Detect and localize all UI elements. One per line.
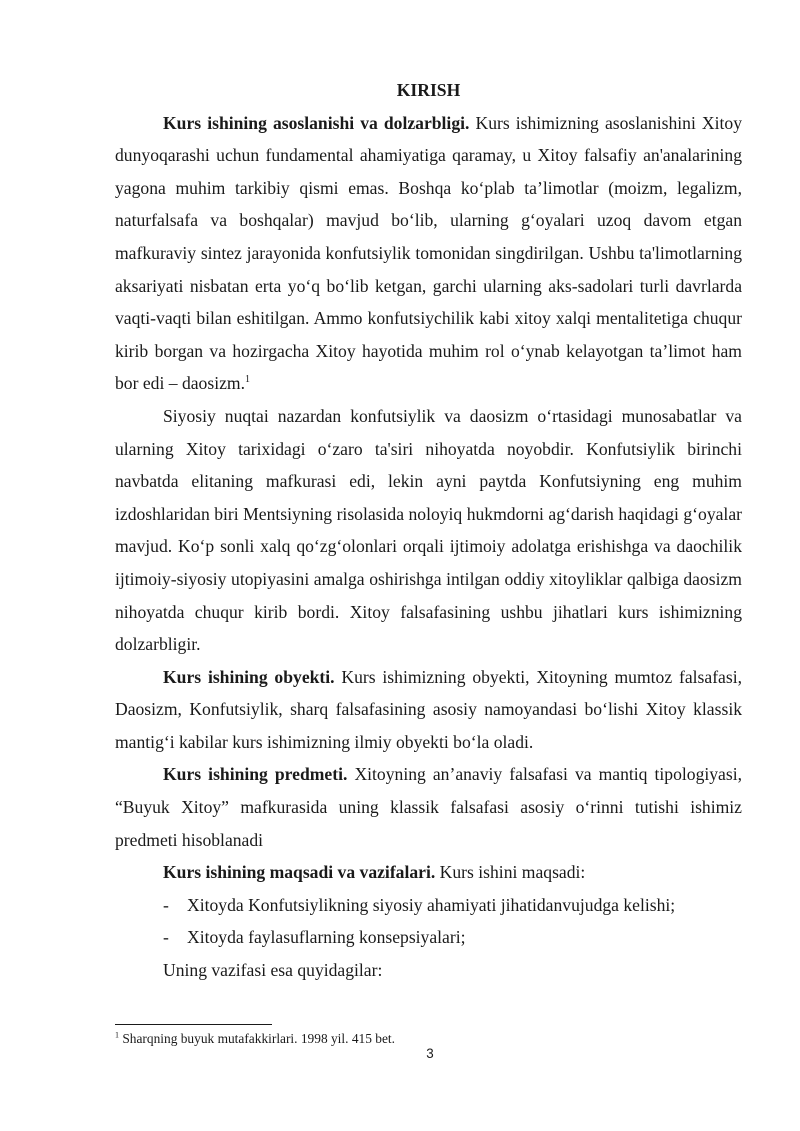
paragraph-text: Siyosiy nuqtai nazardan konfutsiylik va daosizm o‘rtasidagi munosabatlar va ularning Xitoy tarixidagi o‘zaro ta'siri nihoyatda noyobdir. Konfutsiylik birinchi navbatda elitaning mafkurasi edi, lekin ayni paytda Konfutsiyning eng muhim izdoshlaridan biri Mentsiyning risolasida noloyiq hukmdorni ag‘darish haqidagi g‘oyalar mavjud. Ko‘p sonli xalq qo‘zg‘olonlari orqali ijtimoiy adolatga erishishga va daochilik ijtimoiy-siyosiy utopiyasini amalga oshirishga intilgan oddiy xitoyliklar qalbiga daosizm nihoyatda chuqur kirib bordi. Xitoy falsafasining ushbu jihatlari kurs ishimizning dolzarbligir.: [115, 405, 742, 655]
list-dash: -: [163, 894, 169, 915]
paragraph-political: [115, 400, 742, 661]
list-item-text: Xitoyda faylasuflarning konsepsiyalari;: [187, 927, 466, 948]
paragraph-text: Xitoyning an’anaviy falsafasi va mantiq tipologiyasi, “Buyuk Xitoy” mafkurasida uning klassik falsafasi asosiy o‘rinni tutishi ishimiz predmeti hisoblanadi: [115, 764, 742, 850]
paragraph-text: Uning vazifasi esa quyidagilar:: [163, 960, 383, 981]
paragraph-subject: [115, 758, 742, 856]
footnote-reference: 1: [244, 374, 250, 386]
list-item-text: Xitoyda Konfutsiylikning siyosiy ahamiyati jihatidanvujudga kelishi;: [187, 894, 676, 915]
footnote-separator: [115, 1024, 272, 1025]
paragraph-lead: Kurs ishining asoslanishi va dolzarbligi.: [163, 112, 470, 133]
paragraph-text: Kurs ishini maqsadi:: [435, 862, 586, 883]
paragraph-lead: Kurs ishining predmeti.: [163, 764, 348, 785]
list-item: [115, 889, 742, 922]
list-item: [115, 921, 742, 954]
goals-list: [115, 889, 742, 954]
paragraph-text: Kurs ishimizning asoslanishini Xitoy dunyoqarashi uchun fundamental ahamiyatiga qaramay, u Xitoy falsafiy an'analarining yagona muhim tarkibiy qismi emas. Boshqa ko‘plab ta’limotlar (moizm, legalizm, naturfalsafa va boshqalar) mavjud bo‘lib, ularning g‘oyalari uzoq davom etgan mafkuraviy sintez jarayonida konfutsiylik tomonidan singdirilgan. Ushbu ta'limotlarning aksariyati nisbatan erta yo‘q bo‘lib ketgan, garchi ularning aks-sadolari turli davrlarda vaqti-vaqti bilan eshitilgan. Ammo konfutsiychilik kabi xitoy xalqi mentalitetiga chuqur kirib borgan va hozirgacha Xitoy hayotida muhim rol o‘ynab kelayotgan ta’limot ham bor edi – daosizm.: [115, 112, 742, 394]
page-number: 3: [426, 1046, 434, 1061]
paragraph-rationale: [115, 107, 742, 400]
footnote: [115, 1031, 742, 1047]
footnote-text: Sharqning buyuk mutafakkirlari. 1998 yil. 415 bet.: [119, 1031, 395, 1046]
footnote-number: 1: [115, 1030, 119, 1040]
paragraph-goals: [115, 856, 742, 889]
paragraph-lead: Kurs ishining obyekti.: [163, 666, 335, 687]
page-title: KIRISH: [396, 80, 461, 100]
body-text: [115, 74, 742, 987]
list-dash: -: [163, 927, 169, 948]
paragraph-text: Kurs ishimizning obyekti, Xitoyning mumtoz falsafasi, Daosizm, Konfutsiylik, sharq falsafasining asosiy namoyandasi bo‘lishi Xitoy klassik mantig‘i kabilar kurs ishimizning ilmiy obyekti bo‘la oladi.: [115, 666, 742, 752]
paragraph-lead: Kurs ishining maqsadi va vazifalari.: [163, 862, 436, 883]
paragraph-tasks: [115, 954, 742, 987]
paragraph-object: [115, 661, 742, 759]
